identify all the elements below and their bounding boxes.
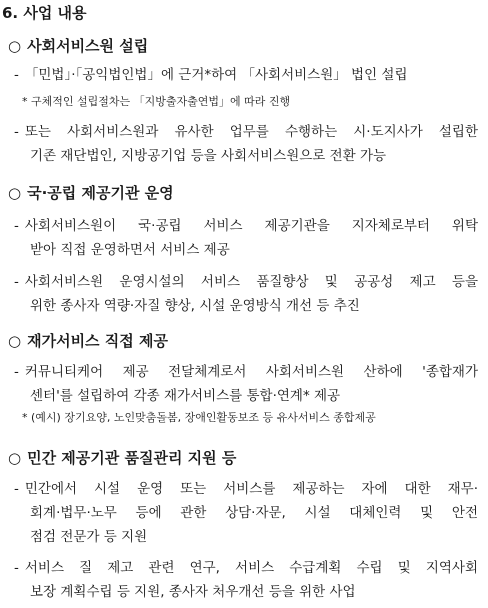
- dash-marker: -: [14, 364, 19, 380]
- footnote-procedure: * 구체적인 설립절차는 「지방출자출연법」에 따라 진행: [22, 95, 291, 108]
- footnote-examples: * (예시) 장기요양, 노인맞춤돌봄, 장애인활동보조 등 유사서비스 종합제공: [22, 411, 376, 424]
- paragraph-line: 점검 전문가 등 지원: [30, 529, 148, 545]
- section-heading-text: 국·공립 제공기관 운영: [27, 184, 174, 202]
- bullet-direct-operation: [14, 214, 478, 262]
- paragraph-line: 받아 직접 운영하면서 서비스 제공: [30, 242, 230, 258]
- bullet-legal-basis: [14, 63, 478, 87]
- section-heading-home-services: [8, 330, 168, 351]
- bullet-community-care: [14, 360, 478, 408]
- section-heading-private-support: [8, 447, 236, 468]
- paragraph-line: - 사회서비스원 운영시설의 서비스 품질향상 및 공공성 제고 등을: [14, 274, 478, 290]
- paragraph-line: - 서비스 질 제고 관련 연구, 서비스 수급계획 수립 및 지역사회: [14, 560, 478, 576]
- paragraph-line: 센터'를 설립하여 각종 재가서비스를 통합·연계* 제공: [30, 388, 341, 404]
- paragraph-line: - 커뮤니티케어 제공 전달체계로서 사회서비스원 산하에 '종합재가: [14, 364, 478, 380]
- circle-marker: ○: [8, 449, 22, 467]
- bullet-quality-improvement: [14, 270, 478, 318]
- circle-marker: ○: [8, 184, 22, 202]
- dash-marker: -: [14, 274, 19, 290]
- paragraph-line: 「민법」·「공익법인법」에 근거*하여 「사회서비스원」 법인 설립: [24, 67, 408, 83]
- dash-marker: -: [14, 67, 19, 83]
- document-title: 6. 사업 내용: [2, 4, 87, 22]
- bullet-conversion: [14, 120, 478, 168]
- section-heading-public-facilities: [8, 182, 174, 203]
- circle-marker: ○: [8, 332, 22, 350]
- section-heading-text: 민간 제공기관 품질관리 지원 등: [27, 449, 237, 467]
- paragraph-line: 기존 재단법인, 지방공기업 등을 사회서비스원으로 전환 가능: [30, 148, 387, 164]
- dash-marker: -: [14, 560, 19, 576]
- circle-marker: ○: [8, 37, 22, 55]
- paragraph-line: 회계·법무·노무 등에 관한 상담·자문, 시설 대체인력 및 안전: [30, 505, 478, 521]
- section-heading-establishment: [8, 35, 148, 56]
- dash-marker: -: [14, 218, 19, 234]
- paragraph-line: - 사회서비스원이 국·공립 서비스 제공기관을 지자체로부터 위탁: [14, 218, 478, 234]
- paragraph-line: 보장 계획수립 등 지원, 종사자 처우개선 등을 위한 사업: [30, 584, 356, 600]
- dash-marker: -: [14, 124, 19, 140]
- section-heading-text: 재가서비스 직접 제공: [27, 332, 168, 350]
- section-heading-text: 사회서비스원 설립: [27, 37, 149, 55]
- paragraph-line: - 민간에서 시설 운영 또는 서비스를 제공하는 자에 대한 재무·: [14, 481, 478, 497]
- dash-marker: -: [14, 481, 19, 497]
- paragraph-line: 위한 종사자 역량·자질 향상, 시설 운영방식 개선 등 추진: [30, 298, 360, 314]
- paragraph-line: - 또는 사회서비스원과 유사한 업무를 수행하는 시·도지사가 설립한: [14, 124, 478, 140]
- bullet-consulting-support: [14, 477, 478, 549]
- bullet-research-planning: [14, 556, 478, 604]
